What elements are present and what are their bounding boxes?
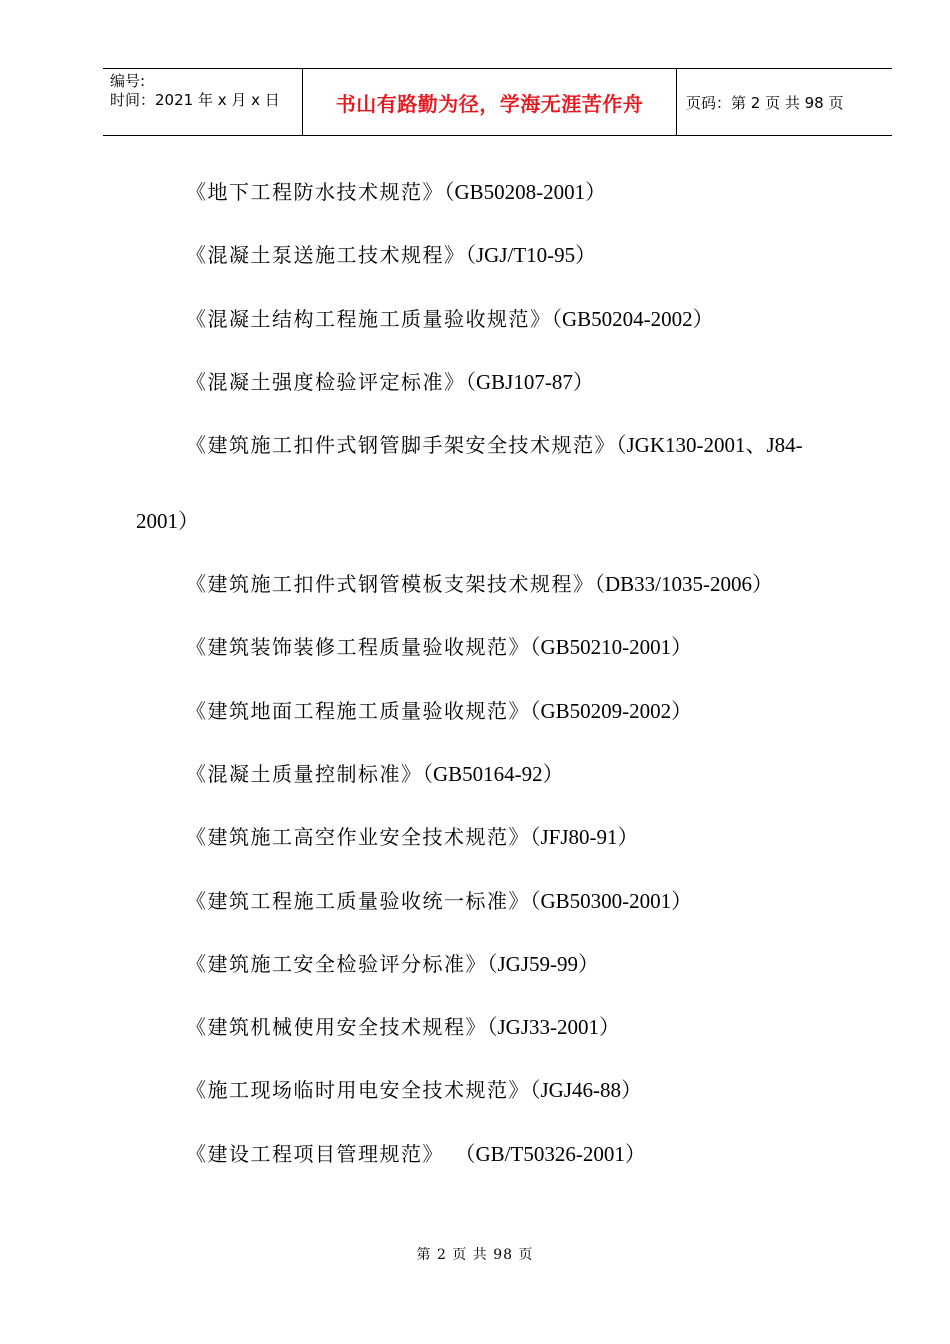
standard-line bbox=[186, 699, 692, 723]
standard-line bbox=[186, 370, 594, 394]
standard-code: （GB/T50326-2001） bbox=[444, 1142, 646, 1166]
standard-title: 《建筑地面工程施工质量验收规范》 bbox=[186, 699, 530, 723]
standard-line bbox=[186, 952, 599, 976]
standard-code: （GB50204-2002） bbox=[551, 307, 714, 331]
standard-line bbox=[186, 180, 606, 204]
number-label: 编号: bbox=[110, 72, 146, 90]
standard-line bbox=[186, 307, 714, 331]
standard-line bbox=[186, 1015, 620, 1039]
standard-title: 《混凝土泵送施工技术规程》 bbox=[186, 243, 466, 267]
standard-title: 《混凝土结构工程施工质量验收规范》 bbox=[186, 307, 552, 331]
standard-title: 《建筑施工扣件式钢管脚手架安全技术规范》 bbox=[186, 433, 616, 457]
standard-line bbox=[186, 825, 639, 849]
standard-code: （GB50164-92） bbox=[422, 762, 564, 786]
standard-code: 2001） bbox=[136, 509, 199, 533]
page-header bbox=[103, 68, 892, 136]
standard-line bbox=[186, 572, 773, 596]
standard-code: （JGK130-2001、J84- bbox=[616, 433, 803, 457]
standard-line bbox=[186, 243, 596, 267]
standard-code: （GB50210-2001） bbox=[530, 635, 693, 659]
standard-code: （GB50209-2002） bbox=[530, 699, 693, 723]
standard-title: 《建筑装饰装修工程质量验收规范》 bbox=[186, 635, 530, 659]
standard-code: （JGJ/T10-95） bbox=[465, 243, 597, 267]
standard-title: 《建筑施工安全检验评分标准》 bbox=[186, 952, 487, 976]
standard-line bbox=[186, 635, 692, 659]
standard-line bbox=[186, 762, 564, 786]
header-meta bbox=[103, 69, 303, 135]
standard-title: 《建筑施工高空作业安全技术规范》 bbox=[186, 825, 530, 849]
header-page-info: 页码：第 2 页 共 98 页 bbox=[686, 93, 844, 112]
standard-code: （GB50208-2001） bbox=[444, 180, 607, 204]
standard-line bbox=[186, 1142, 646, 1166]
time-label: 时间：2021 年 x 月 x 日 bbox=[110, 91, 280, 109]
standard-line bbox=[186, 1078, 642, 1102]
standard-title: 《建设工程项目管理规范》 bbox=[186, 1142, 444, 1166]
standard-code: （JGJ33-2001） bbox=[487, 1015, 621, 1039]
standard-title: 《混凝土强度检验评定标准》 bbox=[186, 370, 466, 394]
standard-title: 《混凝土质量控制标准》 bbox=[186, 762, 423, 786]
page-footer: 第 2 页 共 98 页 bbox=[416, 1247, 534, 1263]
standard-title: 《建筑工程施工质量验收统一标准》 bbox=[186, 889, 530, 913]
standard-line-continuation bbox=[136, 509, 199, 533]
standard-title: 《建筑机械使用安全技术规程》 bbox=[186, 1015, 487, 1039]
standard-code: （JGJ59-99） bbox=[487, 952, 600, 976]
standard-code: （GB50300-2001） bbox=[530, 889, 693, 913]
standard-title: 《建筑施工扣件式钢管模板支架技术规程》 bbox=[186, 572, 595, 596]
standard-line bbox=[186, 433, 803, 457]
standard-code: （DB33/1035-2006） bbox=[594, 572, 773, 596]
motto: 书山有路勤为径，学海无涯苦作舟 bbox=[303, 69, 677, 135]
standard-line bbox=[186, 889, 692, 913]
standard-title: 《地下工程防水技术规范》 bbox=[186, 180, 444, 204]
standard-code: （GBJ107-87） bbox=[465, 370, 594, 394]
standard-code: （JGJ46-88） bbox=[530, 1078, 643, 1102]
standard-code: （JFJ80-91） bbox=[530, 825, 639, 849]
standard-title: 《施工现场临时用电安全技术规范》 bbox=[186, 1078, 530, 1102]
